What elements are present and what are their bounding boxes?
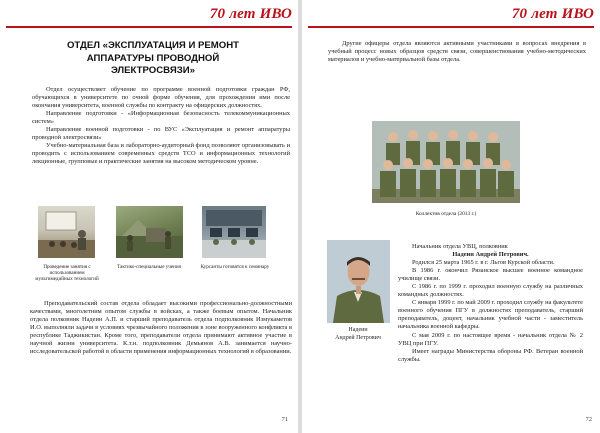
caption-department-staff: Коллектив отдела (2013 г.) bbox=[415, 211, 477, 217]
intro-paragraph: Учебно-материальная база и лабораторно-аудиторный фонд позволяют организовывать и проводить с использованием современных средств ТСО и информационных технологий лекционные, групповые и практические занятия на высоком методическом уровне. bbox=[32, 142, 290, 166]
bio-heading: Начальник отдела УВЦ, полковник bbox=[412, 243, 508, 250]
right-header-rule bbox=[308, 26, 594, 28]
intro-paragraph: Отдел осуществляет обучение по программе военной подготовки граждан РФ, обучающихся в университете по очной форме обучения, для прохождения ими после окончания университета, военной службы по контракту на офицерских должностях. bbox=[32, 86, 290, 110]
bio-paragraph: С 1986 г. по 1999 г. проходил военную службу на различных командных должностях. bbox=[398, 283, 583, 299]
left-header-title: 70 лет ИВО bbox=[209, 6, 292, 22]
left-header-rule bbox=[6, 26, 292, 28]
bio-name: Надеин Андрей Петрович. bbox=[452, 251, 529, 259]
page-number-right: 72 bbox=[585, 416, 592, 423]
department-title-line-3: ЭЛЕКТРОСВЯЗИ» bbox=[110, 65, 196, 76]
caption-cadets-seminar: Курсанты готовятся к семинару bbox=[200, 264, 270, 270]
right-intro-paragraph: Другие офицеры отдела являются активными участниками в вопросах внедрения в учебный процесс новых образцов средств связи, совершенствования учебно-методических материалов и учебно-материальной базы отдела. bbox=[328, 40, 586, 64]
photo-cadets-seminar bbox=[202, 206, 266, 258]
teaching-staff-text bbox=[30, 300, 292, 356]
page-number-left: 71 bbox=[281, 416, 288, 423]
caption-multimedia-class: Проведение занятия с использованием мультимедийных технологий bbox=[35, 264, 99, 282]
department-title-line-2: АППАРАТУРЫ ПРОВОДНОЙ bbox=[86, 52, 220, 64]
photo-tactical-exercise bbox=[116, 206, 183, 258]
photo-portrait-nadein bbox=[327, 240, 390, 323]
photo-department-staff bbox=[372, 121, 520, 203]
biography-text bbox=[398, 243, 583, 364]
bio-paragraph: В 1986 г. окончил Рязанское высшее военное командное училище связи. bbox=[398, 267, 583, 283]
right-intro-text bbox=[328, 40, 586, 64]
bio-paragraph: С мая 2009 г. по настоящее время - начальник отдела № 2 УВЦ при ПГУ. bbox=[398, 331, 583, 347]
bio-paragraph: Родился 25 марта 1965 г. в г. Льгов Курской области. bbox=[412, 259, 555, 267]
department-title-line-1: ОТДЕЛ «ЭКСПЛУАТАЦИЯ И РЕМОНТ bbox=[66, 40, 240, 51]
caption-tactical-exercise: Тактико-специальные учения bbox=[117, 264, 181, 270]
right-header-title: 70 лет ИВО bbox=[511, 6, 594, 22]
bio-paragraph: Имеет награды Министерства обороны РФ. Ветеран военной службы. bbox=[398, 347, 583, 363]
bio-paragraph: С января 1999 г. по май 2009 г. проходил службу на факультете военного обучения ПГУ в должностях преподаватель, старший преподаватель, доцент, начальник учебной части - заместитель начальника военной кафедры. bbox=[398, 299, 583, 331]
department-title bbox=[28, 40, 278, 78]
staff-paragraph: Преподавательский состав отдела обладает высокими профессионально-должностными качествами, многолетним опытом службы в войсках, а также боевым опытом. Начальник отдела полковник Надеин А.П. и старший преподаватель отдела подполковник Измукаметов И.О. выполняли задачи в условиях чрезвычайного положения в зоне вооруженного конфликта в республике Таджикистан. Кроме того, преподаватели отдела принимают активное участие в научной жизни университета. К.т.н. подполковник Демьянов А.В. занимается научно-исследовательской работой в области применения информационных технологий в образовании. bbox=[30, 300, 292, 356]
intro-text bbox=[32, 86, 290, 166]
caption-portrait bbox=[318, 327, 398, 342]
intro-paragraph: Направление подготовки - «Информационная безопасность телекоммуникационных систем» bbox=[32, 110, 290, 126]
caption-portrait-name: Андрей Петрович bbox=[335, 334, 381, 341]
caption-portrait-surname: Надеин bbox=[348, 327, 368, 333]
photo-multimedia-class bbox=[38, 206, 95, 258]
intro-paragraph: Направление военной подготовки - по ВУС «Эксплуатация и ремонт аппаратуры проводной электросвязи» bbox=[32, 126, 290, 142]
